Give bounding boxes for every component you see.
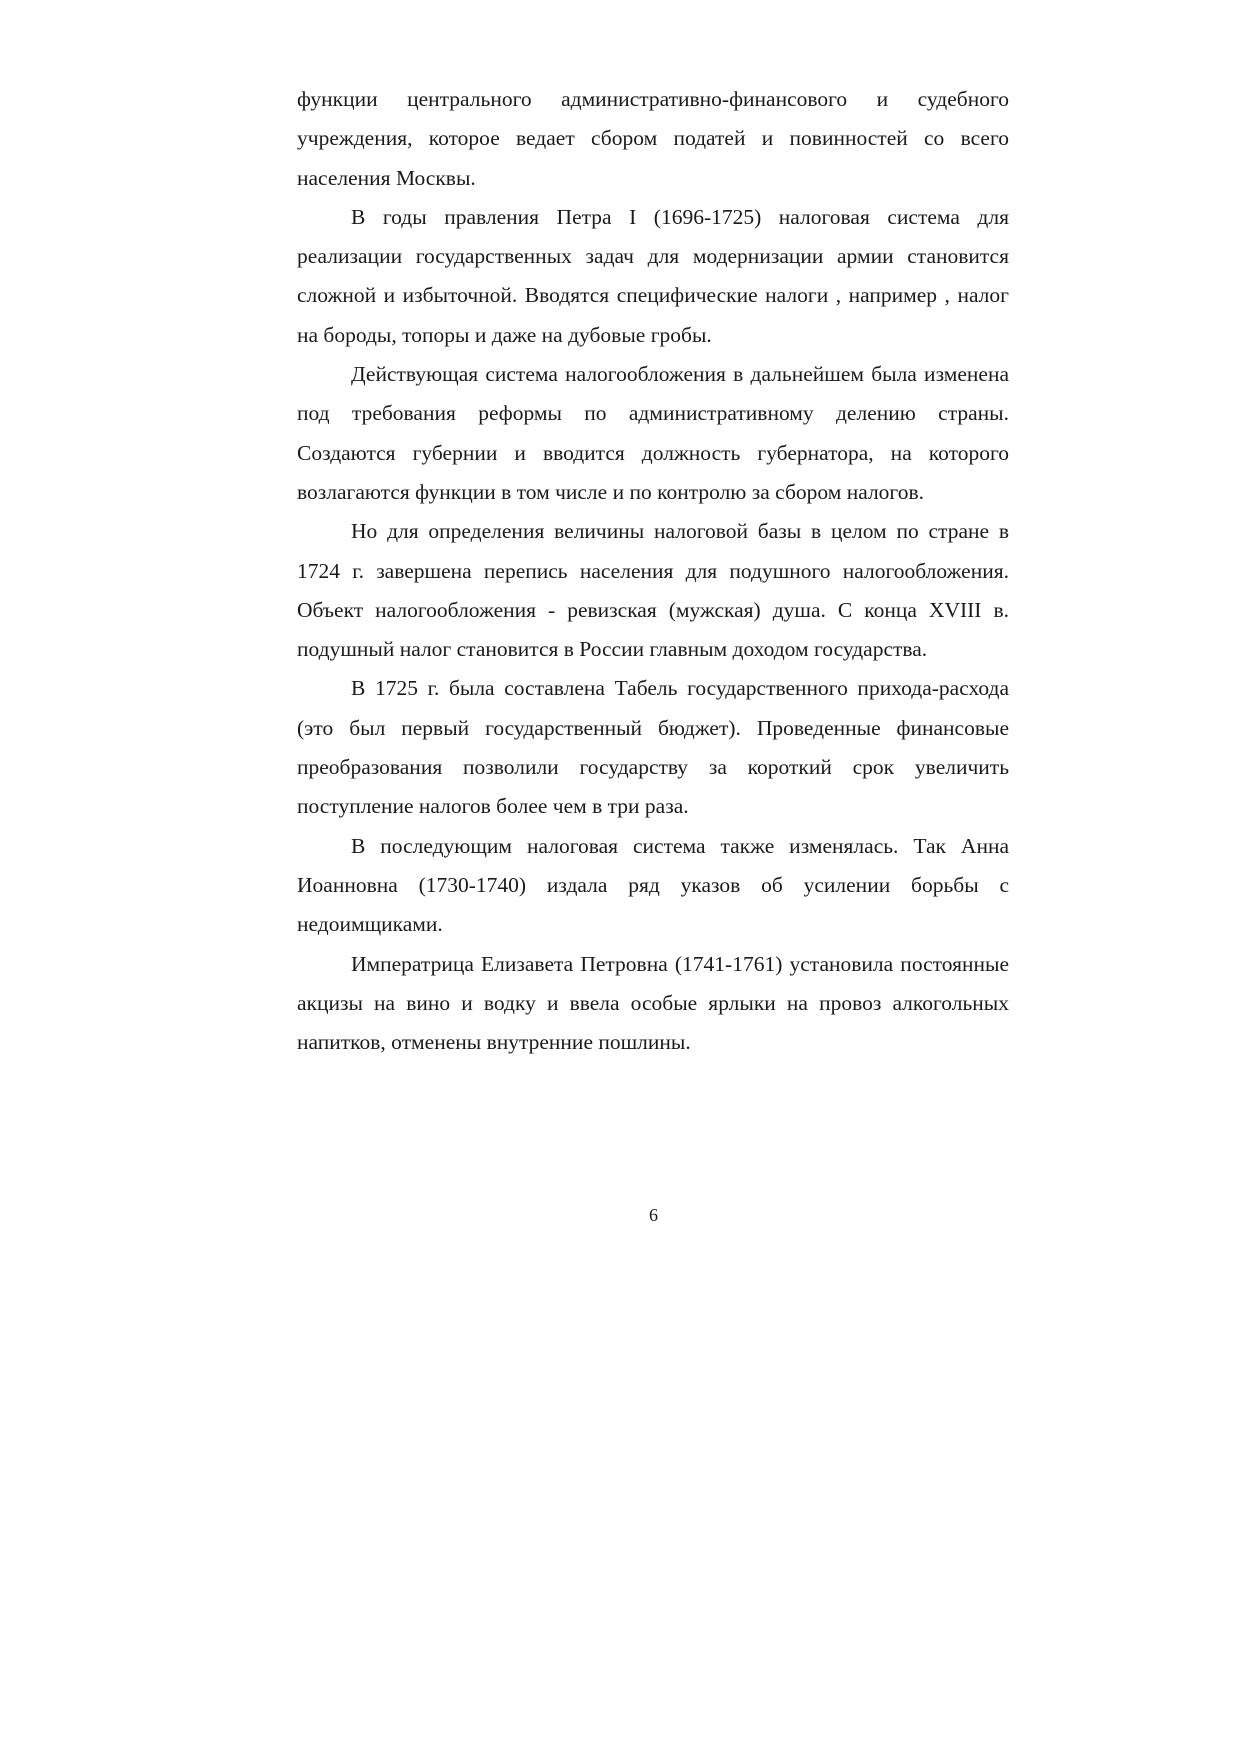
paragraph-budget: В 1725 г. была составлена Табель государственного прихода-расхода (это был первый государственный бюджет). Проведенные финансовые преобразования позволили государству за короткий срок увеличить поступление налогов более чем в три раза. [297,676,1009,819]
paragraph-continuation: функции центрального административно-финансового и судебного учреждения, которое ведает сбором податей и повинностей со всего населения Москвы. [297,87,1009,190]
paragraph-governorates: Действующая система налогообложения в дальнейшем была изменена под требования реформы по административному делению страны. Создаются губернии и вводится должность губернатора, на которого возлагаются функции в том числе и по контролю за сбором налогов. [297,362,1009,504]
paragraph-census: Но для определения величины налоговой базы в целом по стране в 1724 г. завершена перепись населения для подушного налогообложения. Объект налогообложения - ревизская (мужская) душа. С конца XVIII в. подушный налог становится в России главным доходом государства. [297,519,1009,662]
page-number: 6 [649,1205,658,1225]
paragraph-peter-reforms: В годы правления Петра I (1696-1725) налоговая система для реализации государственных задач для модернизации армии становится сложной и избыточной. Вводятся специфические налоги , например , налог на бороды, топоры и даже на дубовые гробы. [297,204,1009,347]
paragraph-anna-ioannovna: В последующим налоговая система также изменялась. Так Анна Иоанновна (1730-1740) издала ряд указов об усилении борьбы с недоимщиками. [297,833,1009,937]
paragraph-elizabeth: Императрица Елизавета Петровна (1741-1761) установила постоянные акцизы на вино и водку и ввела особые ярлыки на провоз алкогольных напитков, отменены внутренние пошлины. [297,951,1009,1055]
body-text [297,80,1009,1062]
